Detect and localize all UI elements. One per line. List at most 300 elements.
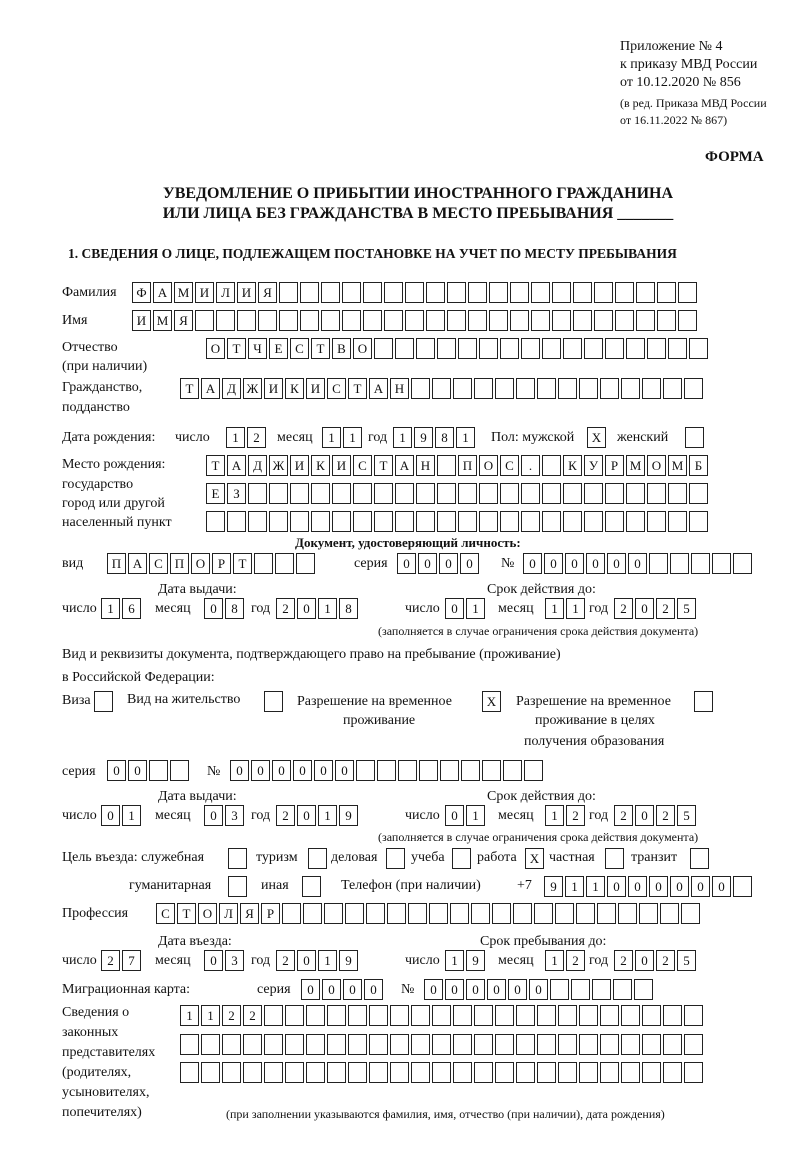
temp-residence-checkbox[interactable]: X xyxy=(482,691,501,712)
char-cell[interactable] xyxy=(327,1062,346,1083)
char-cell[interactable]: 0 xyxy=(128,760,147,781)
char-cell[interactable]: 1 xyxy=(226,427,245,448)
char-cell[interactable] xyxy=(432,1005,451,1026)
char-cell[interactable] xyxy=(327,1034,346,1055)
char-cell[interactable] xyxy=(537,378,556,399)
char-cell[interactable]: И xyxy=(237,282,256,303)
purpose-tourism-checkbox[interactable] xyxy=(308,848,327,869)
char-cell[interactable]: Л xyxy=(216,282,235,303)
char-cell[interactable] xyxy=(639,903,658,924)
char-cell[interactable] xyxy=(542,455,561,476)
char-cell[interactable] xyxy=(432,1034,451,1055)
char-cell[interactable]: 0 xyxy=(607,876,626,897)
char-cell[interactable] xyxy=(668,483,687,504)
char-cell[interactable] xyxy=(550,979,569,1000)
char-cell[interactable] xyxy=(647,338,666,359)
char-cell[interactable] xyxy=(342,310,361,331)
char-cell[interactable] xyxy=(492,903,511,924)
citizenship-field[interactable] xyxy=(180,378,705,399)
char-cell[interactable] xyxy=(458,511,477,532)
char-cell[interactable]: 3 xyxy=(225,805,244,826)
char-cell[interactable] xyxy=(254,553,273,574)
char-cell[interactable]: Н xyxy=(390,378,409,399)
char-cell[interactable]: И xyxy=(332,455,351,476)
char-cell[interactable]: 2 xyxy=(614,598,633,619)
char-cell[interactable]: 0 xyxy=(297,950,316,971)
phone-field[interactable] xyxy=(544,876,754,897)
char-cell[interactable] xyxy=(500,483,519,504)
char-cell[interactable] xyxy=(453,1034,472,1055)
entry-month-field[interactable] xyxy=(204,950,246,971)
char-cell[interactable]: П xyxy=(107,553,126,574)
char-cell[interactable] xyxy=(495,1062,514,1083)
char-cell[interactable]: 1 xyxy=(466,805,485,826)
char-cell[interactable] xyxy=(626,483,645,504)
char-cell[interactable] xyxy=(647,511,666,532)
char-cell[interactable]: 0 xyxy=(297,598,316,619)
char-cell[interactable] xyxy=(733,876,752,897)
char-cell[interactable] xyxy=(558,378,577,399)
char-cell[interactable]: О xyxy=(198,903,217,924)
char-cell[interactable] xyxy=(369,1034,388,1055)
char-cell[interactable] xyxy=(201,1034,220,1055)
char-cell[interactable]: 2 xyxy=(101,950,120,971)
birthplace-field-1[interactable] xyxy=(206,455,710,476)
char-cell[interactable] xyxy=(537,1034,556,1055)
reps-field-2[interactable] xyxy=(180,1034,705,1055)
char-cell[interactable] xyxy=(660,903,679,924)
char-cell[interactable] xyxy=(447,282,466,303)
char-cell[interactable]: К xyxy=(311,455,330,476)
char-cell[interactable] xyxy=(605,511,624,532)
char-cell[interactable]: С xyxy=(290,338,309,359)
char-cell[interactable] xyxy=(733,553,752,574)
char-cell[interactable] xyxy=(311,483,330,504)
char-cell[interactable] xyxy=(521,511,540,532)
id-issue-year-field[interactable] xyxy=(276,598,360,619)
birth-day-field[interactable] xyxy=(226,427,268,448)
char-cell[interactable]: Т xyxy=(227,338,246,359)
char-cell[interactable]: Т xyxy=(233,553,252,574)
char-cell[interactable] xyxy=(542,483,561,504)
char-cell[interactable] xyxy=(416,483,435,504)
char-cell[interactable]: . xyxy=(521,455,540,476)
char-cell[interactable]: Р xyxy=(261,903,280,924)
char-cell[interactable] xyxy=(369,1005,388,1026)
char-cell[interactable]: Ж xyxy=(269,455,288,476)
id-valid-day-field[interactable] xyxy=(445,598,487,619)
char-cell[interactable] xyxy=(264,1005,283,1026)
visa-checkbox[interactable] xyxy=(94,691,113,712)
char-cell[interactable] xyxy=(395,483,414,504)
id-issue-day-field[interactable] xyxy=(101,598,143,619)
char-cell[interactable] xyxy=(411,1034,430,1055)
char-cell[interactable] xyxy=(647,483,666,504)
char-cell[interactable] xyxy=(668,338,687,359)
char-cell[interactable] xyxy=(642,1062,661,1083)
char-cell[interactable] xyxy=(332,511,351,532)
char-cell[interactable] xyxy=(437,455,456,476)
char-cell[interactable]: А xyxy=(227,455,246,476)
char-cell[interactable] xyxy=(450,903,469,924)
char-cell[interactable]: А xyxy=(395,455,414,476)
char-cell[interactable] xyxy=(479,338,498,359)
purpose-business-checkbox[interactable] xyxy=(386,848,405,869)
char-cell[interactable]: Р xyxy=(212,553,231,574)
char-cell[interactable] xyxy=(479,483,498,504)
char-cell[interactable] xyxy=(356,760,375,781)
char-cell[interactable]: 8 xyxy=(225,598,244,619)
char-cell[interactable]: 1 xyxy=(322,427,341,448)
char-cell[interactable] xyxy=(621,1062,640,1083)
char-cell[interactable] xyxy=(600,1034,619,1055)
char-cell[interactable]: 0 xyxy=(635,598,654,619)
temp-residence-edu-checkbox[interactable] xyxy=(694,691,713,712)
char-cell[interactable] xyxy=(342,282,361,303)
purpose-study-checkbox[interactable] xyxy=(452,848,471,869)
char-cell[interactable]: И xyxy=(132,310,151,331)
char-cell[interactable]: 0 xyxy=(418,553,437,574)
char-cell[interactable] xyxy=(398,760,417,781)
char-cell[interactable]: 0 xyxy=(544,553,563,574)
char-cell[interactable] xyxy=(516,1005,535,1026)
surname-field[interactable] xyxy=(132,282,699,303)
char-cell[interactable] xyxy=(684,378,703,399)
char-cell[interactable] xyxy=(573,282,592,303)
reps-field-3[interactable] xyxy=(180,1062,705,1083)
char-cell[interactable] xyxy=(248,511,267,532)
char-cell[interactable] xyxy=(243,1062,262,1083)
char-cell[interactable]: 2 xyxy=(276,805,295,826)
char-cell[interactable] xyxy=(474,1005,493,1026)
char-cell[interactable] xyxy=(534,903,553,924)
char-cell[interactable]: Л xyxy=(219,903,238,924)
char-cell[interactable] xyxy=(206,511,225,532)
char-cell[interactable]: У xyxy=(584,455,603,476)
char-cell[interactable]: 2 xyxy=(243,1005,262,1026)
char-cell[interactable] xyxy=(657,310,676,331)
name-field[interactable] xyxy=(132,310,699,331)
char-cell[interactable]: 1 xyxy=(101,598,120,619)
char-cell[interactable] xyxy=(279,310,298,331)
char-cell[interactable]: 1 xyxy=(566,598,585,619)
char-cell[interactable]: 9 xyxy=(339,805,358,826)
char-cell[interactable] xyxy=(489,282,508,303)
char-cell[interactable]: И xyxy=(290,455,309,476)
birth-month-field[interactable] xyxy=(322,427,364,448)
char-cell[interactable] xyxy=(180,1062,199,1083)
stay-issue-month-field[interactable] xyxy=(204,805,246,826)
char-cell[interactable] xyxy=(563,483,582,504)
char-cell[interactable]: С xyxy=(327,378,346,399)
char-cell[interactable]: 0 xyxy=(466,979,485,1000)
char-cell[interactable] xyxy=(290,511,309,532)
char-cell[interactable] xyxy=(437,338,456,359)
char-cell[interactable]: О xyxy=(479,455,498,476)
char-cell[interactable] xyxy=(332,483,351,504)
char-cell[interactable]: 1 xyxy=(393,427,412,448)
id-valid-year-field[interactable] xyxy=(614,598,698,619)
char-cell[interactable] xyxy=(516,1062,535,1083)
sex-male-checkbox[interactable]: X xyxy=(587,427,606,448)
char-cell[interactable]: 2 xyxy=(222,1005,241,1026)
char-cell[interactable]: Б xyxy=(689,455,708,476)
char-cell[interactable]: 0 xyxy=(424,979,443,1000)
char-cell[interactable] xyxy=(282,903,301,924)
char-cell[interactable]: 1 xyxy=(545,598,564,619)
char-cell[interactable]: 2 xyxy=(276,950,295,971)
char-cell[interactable]: Я xyxy=(258,282,277,303)
char-cell[interactable]: И xyxy=(195,282,214,303)
char-cell[interactable]: 0 xyxy=(607,553,626,574)
char-cell[interactable]: 0 xyxy=(364,979,383,1000)
char-cell[interactable] xyxy=(453,1005,472,1026)
char-cell[interactable]: 9 xyxy=(466,950,485,971)
char-cell[interactable] xyxy=(495,1005,514,1026)
char-cell[interactable] xyxy=(437,511,456,532)
char-cell[interactable]: М xyxy=(668,455,687,476)
migration-series-field[interactable] xyxy=(301,979,385,1000)
char-cell[interactable] xyxy=(615,310,634,331)
char-cell[interactable] xyxy=(521,483,540,504)
char-cell[interactable]: М xyxy=(174,282,193,303)
char-cell[interactable] xyxy=(411,1062,430,1083)
patronymic-field[interactable] xyxy=(206,338,710,359)
char-cell[interactable] xyxy=(195,310,214,331)
entry-year-field[interactable] xyxy=(276,950,360,971)
char-cell[interactable] xyxy=(285,1062,304,1083)
reps-field-1[interactable] xyxy=(180,1005,705,1026)
char-cell[interactable] xyxy=(285,1034,304,1055)
char-cell[interactable] xyxy=(663,378,682,399)
char-cell[interactable]: 1 xyxy=(343,427,362,448)
char-cell[interactable]: 0 xyxy=(635,805,654,826)
char-cell[interactable] xyxy=(416,511,435,532)
char-cell[interactable] xyxy=(649,553,668,574)
char-cell[interactable] xyxy=(387,903,406,924)
char-cell[interactable] xyxy=(222,1062,241,1083)
char-cell[interactable]: Е xyxy=(269,338,288,359)
char-cell[interactable] xyxy=(303,903,322,924)
char-cell[interactable] xyxy=(689,483,708,504)
char-cell[interactable]: 2 xyxy=(656,950,675,971)
char-cell[interactable] xyxy=(503,760,522,781)
purpose-transit-checkbox[interactable] xyxy=(690,848,709,869)
char-cell[interactable]: 1 xyxy=(180,1005,199,1026)
char-cell[interactable]: 1 xyxy=(122,805,141,826)
char-cell[interactable] xyxy=(516,378,535,399)
char-cell[interactable] xyxy=(657,282,676,303)
char-cell[interactable] xyxy=(663,1062,682,1083)
char-cell[interactable] xyxy=(201,1062,220,1083)
char-cell[interactable]: 2 xyxy=(614,805,633,826)
char-cell[interactable] xyxy=(605,338,624,359)
char-cell[interactable]: 1 xyxy=(201,1005,220,1026)
stay-until-day-field[interactable] xyxy=(445,950,487,971)
char-cell[interactable] xyxy=(440,760,459,781)
char-cell[interactable]: О xyxy=(191,553,210,574)
char-cell[interactable] xyxy=(592,979,611,1000)
char-cell[interactable] xyxy=(321,310,340,331)
char-cell[interactable]: 0 xyxy=(565,553,584,574)
char-cell[interactable]: Р xyxy=(605,455,624,476)
char-cell[interactable]: Т xyxy=(311,338,330,359)
char-cell[interactable] xyxy=(306,1005,325,1026)
char-cell[interactable]: 5 xyxy=(677,950,696,971)
char-cell[interactable]: Д xyxy=(222,378,241,399)
char-cell[interactable] xyxy=(495,1034,514,1055)
char-cell[interactable] xyxy=(258,310,277,331)
char-cell[interactable]: Ж xyxy=(243,378,262,399)
char-cell[interactable] xyxy=(531,310,550,331)
char-cell[interactable] xyxy=(594,282,613,303)
char-cell[interactable]: 0 xyxy=(649,876,668,897)
char-cell[interactable] xyxy=(531,282,550,303)
char-cell[interactable] xyxy=(621,378,640,399)
char-cell[interactable]: 0 xyxy=(335,760,354,781)
char-cell[interactable]: Д xyxy=(248,455,267,476)
char-cell[interactable] xyxy=(348,1062,367,1083)
char-cell[interactable]: П xyxy=(170,553,189,574)
char-cell[interactable] xyxy=(216,310,235,331)
char-cell[interactable] xyxy=(306,1034,325,1055)
char-cell[interactable]: В xyxy=(332,338,351,359)
char-cell[interactable] xyxy=(366,903,385,924)
char-cell[interactable]: 0 xyxy=(314,760,333,781)
char-cell[interactable] xyxy=(426,282,445,303)
char-cell[interactable] xyxy=(390,1005,409,1026)
id-valid-month-field[interactable] xyxy=(545,598,587,619)
char-cell[interactable] xyxy=(353,511,372,532)
char-cell[interactable] xyxy=(558,1062,577,1083)
residence-permit-checkbox[interactable] xyxy=(264,691,283,712)
char-cell[interactable]: 0 xyxy=(445,805,464,826)
purpose-work-checkbox[interactable]: X xyxy=(525,848,544,869)
char-cell[interactable] xyxy=(324,903,343,924)
char-cell[interactable] xyxy=(571,979,590,1000)
char-cell[interactable] xyxy=(321,282,340,303)
char-cell[interactable] xyxy=(634,979,653,1000)
char-cell[interactable] xyxy=(670,553,689,574)
char-cell[interactable] xyxy=(269,511,288,532)
char-cell[interactable]: 1 xyxy=(565,876,584,897)
char-cell[interactable] xyxy=(432,378,451,399)
char-cell[interactable] xyxy=(584,483,603,504)
char-cell[interactable]: 2 xyxy=(566,950,585,971)
char-cell[interactable] xyxy=(537,1005,556,1026)
char-cell[interactable]: 0 xyxy=(204,598,223,619)
char-cell[interactable]: Е xyxy=(206,483,225,504)
char-cell[interactable] xyxy=(395,511,414,532)
char-cell[interactable] xyxy=(429,903,448,924)
char-cell[interactable] xyxy=(453,378,472,399)
char-cell[interactable] xyxy=(264,1062,283,1083)
char-cell[interactable] xyxy=(597,903,616,924)
char-cell[interactable]: 3 xyxy=(225,950,244,971)
char-cell[interactable] xyxy=(642,1005,661,1026)
char-cell[interactable]: О xyxy=(206,338,225,359)
char-cell[interactable] xyxy=(453,1062,472,1083)
purpose-private-checkbox[interactable] xyxy=(605,848,624,869)
char-cell[interactable] xyxy=(482,760,501,781)
char-cell[interactable] xyxy=(558,1005,577,1026)
char-cell[interactable] xyxy=(521,338,540,359)
char-cell[interactable]: 2 xyxy=(566,805,585,826)
char-cell[interactable] xyxy=(615,282,634,303)
char-cell[interactable] xyxy=(447,310,466,331)
char-cell[interactable] xyxy=(579,1034,598,1055)
char-cell[interactable] xyxy=(405,310,424,331)
char-cell[interactable]: 0 xyxy=(439,553,458,574)
stay-number-field[interactable] xyxy=(230,760,545,781)
stay-issue-year-field[interactable] xyxy=(276,805,360,826)
char-cell[interactable]: 1 xyxy=(545,805,564,826)
char-cell[interactable] xyxy=(663,1005,682,1026)
char-cell[interactable]: 1 xyxy=(466,598,485,619)
char-cell[interactable]: 9 xyxy=(544,876,563,897)
char-cell[interactable] xyxy=(269,483,288,504)
char-cell[interactable] xyxy=(348,1034,367,1055)
char-cell[interactable] xyxy=(369,1062,388,1083)
char-cell[interactable]: 0 xyxy=(670,876,689,897)
char-cell[interactable] xyxy=(642,378,661,399)
char-cell[interactable] xyxy=(405,282,424,303)
char-cell[interactable] xyxy=(681,903,700,924)
char-cell[interactable] xyxy=(408,903,427,924)
char-cell[interactable]: 0 xyxy=(293,760,312,781)
char-cell[interactable] xyxy=(489,310,508,331)
char-cell[interactable]: Т xyxy=(177,903,196,924)
char-cell[interactable] xyxy=(432,1062,451,1083)
char-cell[interactable]: 8 xyxy=(339,598,358,619)
char-cell[interactable]: Т xyxy=(180,378,199,399)
id-kind-field[interactable] xyxy=(107,553,317,574)
char-cell[interactable]: А xyxy=(153,282,172,303)
char-cell[interactable]: С xyxy=(149,553,168,574)
char-cell[interactable] xyxy=(243,1034,262,1055)
stay-valid-month-field[interactable] xyxy=(545,805,587,826)
char-cell[interactable]: З xyxy=(227,483,246,504)
char-cell[interactable] xyxy=(663,1034,682,1055)
char-cell[interactable] xyxy=(345,903,364,924)
char-cell[interactable]: 2 xyxy=(656,598,675,619)
char-cell[interactable] xyxy=(296,553,315,574)
char-cell[interactable] xyxy=(516,1034,535,1055)
char-cell[interactable]: 0 xyxy=(487,979,506,1000)
char-cell[interactable] xyxy=(237,310,256,331)
char-cell[interactable] xyxy=(390,1062,409,1083)
char-cell[interactable] xyxy=(579,1062,598,1083)
char-cell[interactable]: 1 xyxy=(586,876,605,897)
char-cell[interactable]: 2 xyxy=(276,598,295,619)
char-cell[interactable]: А xyxy=(128,553,147,574)
char-cell[interactable]: С xyxy=(353,455,372,476)
char-cell[interactable] xyxy=(327,1005,346,1026)
char-cell[interactable] xyxy=(495,378,514,399)
char-cell[interactable]: 7 xyxy=(122,950,141,971)
char-cell[interactable] xyxy=(552,310,571,331)
char-cell[interactable] xyxy=(458,338,477,359)
char-cell[interactable] xyxy=(306,1062,325,1083)
stay-valid-day-field[interactable] xyxy=(445,805,487,826)
char-cell[interactable] xyxy=(613,979,632,1000)
id-issue-month-field[interactable] xyxy=(204,598,246,619)
char-cell[interactable] xyxy=(227,511,246,532)
char-cell[interactable] xyxy=(678,310,697,331)
char-cell[interactable] xyxy=(684,1005,703,1026)
char-cell[interactable] xyxy=(311,511,330,532)
char-cell[interactable]: М xyxy=(153,310,172,331)
